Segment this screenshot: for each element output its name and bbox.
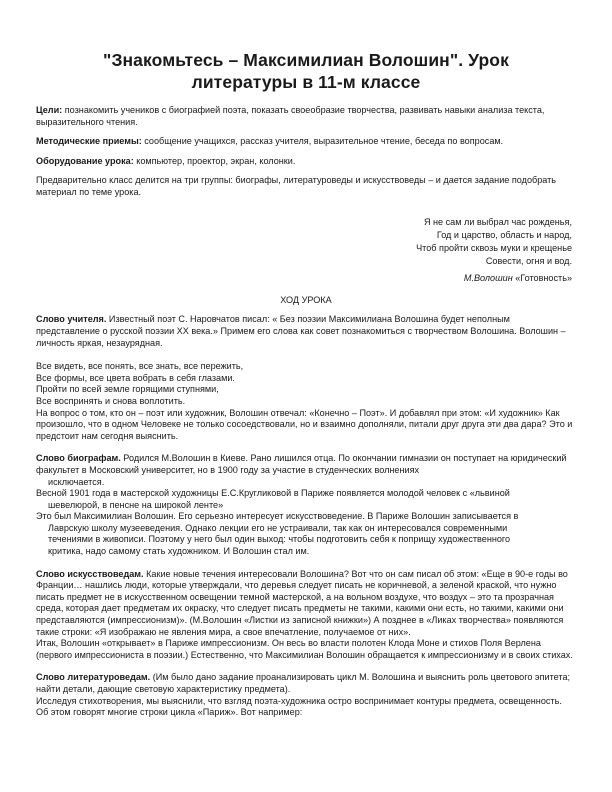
lesson-body [36, 314, 576, 718]
biographers-indent-3: Лаврскую школу музееведения. Однако лекции его не устраивали, так как он интересовался современными [48, 522, 508, 533]
epigraph-line: Год и царство, область и народ, [436, 229, 572, 240]
title-line-1: "Знакомьтесь – Максимилиан Волошин". Урок [103, 50, 509, 70]
teacher-label: Слово учителя. [36, 314, 107, 325]
teacher-text-2: На вопрос о том, кто он – поэт или художник, Волошин отвечал: «Конечно – Поэт». И добавлял при этом: «И художник» Как произошло, что в одном Человеке не только сосоедствовали, но и взаимно дополняли, питали друг друга эти два дара? Это и предстоит нам сегодня выяснить. [36, 407, 573, 441]
methods-label: Методические приемы: [36, 136, 142, 147]
biographers-indent-2: шевелюрой, в пенсне на широкой ленте» [48, 499, 224, 510]
goals-text: познакомить учеников с биографией поэта, показать своеобразие творчества, развивать навыки анализа текста, выразительного чтения. [36, 105, 545, 127]
biographers-indent-3: течениями в живописи. Поэтому у него был один выход: чтобы подготовить себя к поприщу художественного [48, 534, 511, 545]
document-page [36, 0, 576, 719]
literary-critics-text-1: (Им было дано задание проанализировать цикл М. Волошина и выяснить роль цветового эпитета; найти детали, дающие световую характеристику предмета). [36, 672, 571, 694]
poem-line: Все воспринять и снова воплотить. [36, 395, 186, 406]
epigraph-line: Совести, огня и вод. [485, 256, 572, 267]
epigraph-line: Чтоб пройти сквозь муки и крещенье [416, 242, 572, 253]
lesson-heading: ХОД УРОКА [280, 295, 332, 306]
poem-quote [36, 361, 576, 442]
literary-critics-text-2: Исследуя стихотворения, мы выяснили, что взгляд поэта-художника остро воспринимает контуры предмета, освещенность. Об этом говорят многие строки цикла «Париж». Вот например: [36, 695, 562, 718]
equipment-text: компьютер, проектор, экран, колонки. [133, 155, 296, 166]
literary-critics-paragraph [36, 672, 576, 718]
intro-paragraph: Предварительно класс делится на три группы: биографы, литературоведы и искусствоведы – и дается задание подобрать материал по теме урока. [36, 175, 557, 197]
art-critics-text-1: Какие новые течения интересовали Волошина? Вот что он сам писал об этом: «Еще в 90-е годы во Франции… нашлись люди, которые утверждали, что деревья следует писать не коричневой, а зеленой краской, что нужно писать предмет не в искусственном освещении темной мастерской, а на вольном воздухе, что воздух – это та прозрачная среда, которая дает предметам их окраску, что следует писать предметы не такими, какими они есть, но такими, какими они представляются (импрессионизм)». (М.Волошин «Листки из записной книжки») А позднее в «Ликах творчества» появляются такие строки: «Я изображаю не явления мира, а свое впечатление, получаемое от них». [36, 568, 568, 637]
teacher-text: Известный поэт С. Наровчатов писал: « Без поэзии Максимилиана Волошина будет неполным представление о русской поэзии XX века.» Примем его слова как совет познакомиться с творчеством Волошина. Волошин – личность яркая, незаурядная. [36, 314, 566, 348]
epigraph-source: «Готовность» [512, 273, 572, 284]
methods-text: сообщение учащихся, рассказ учителя, выразительное чтение, беседа по вопросам. [141, 136, 504, 147]
biographers-indent-3: критика, надо самому стать художником. И Волошин стал им. [48, 546, 310, 557]
poem-line: Все формы, все цвета вобрать в себя глазами. [36, 372, 235, 383]
biographers-indent-1: исключается. [48, 476, 105, 487]
art-critics-label: Слово искусствоведам. [36, 568, 144, 579]
teacher-paragraph [36, 314, 576, 349]
art-critics-text-2: Итак, Волошин «открывает» в Париже импрессионизм. Он весь во власти полотен Клода Моне и стихов Поля Верлена (первого импрессиониста в поэзии.) Естественно, что Максимилиан Волошин обращается к импрессионизму и в своих стихах. [36, 638, 573, 660]
biographers-text-3: Это был Максимилиан Волошин. Его серьезно интересует искусствоведение. В Париже Волошин записывается в [36, 511, 519, 522]
methods-paragraph [36, 136, 576, 148]
epigraph-line: Я не сам ли выбрал час рожденья, [423, 216, 572, 227]
equipment-paragraph [36, 156, 576, 168]
poem-line: Пройти по всей земле горящими ступнями, [36, 384, 219, 395]
epigraph [36, 216, 576, 269]
epigraph-signature [36, 273, 576, 283]
biographers-label: Слово биографам. [36, 453, 121, 464]
equipment-label: Оборудование урока: [36, 155, 134, 166]
goals-label: Цели: [36, 105, 63, 115]
art-critics-paragraph [36, 569, 576, 662]
title-line-2: литературы в 11-м классе [191, 72, 421, 92]
biographers-text-2: Весной 1901 года в мастерской художницы Е.С.Кругликовой в Париже появляется молодой человек с «львиной [36, 488, 510, 499]
epigraph-author: М.Волошин [463, 273, 513, 284]
lesson-meta [36, 105, 576, 167]
biographers-text-1: Родился М.Волошин в Киеве. Рано лишился отца. По окончании гимназии он поступает на юридический факультет в Московский университет, но в 1900 году за участие в студенческих волнениях [36, 453, 567, 475]
goals-paragraph [36, 105, 576, 128]
biographers-paragraph [36, 453, 576, 557]
page-title [36, 49, 576, 93]
literary-critics-label: Слово литературоведам. [36, 672, 151, 683]
poem-line: Все видеть, все понять, все знать, все пережить, [36, 361, 244, 372]
